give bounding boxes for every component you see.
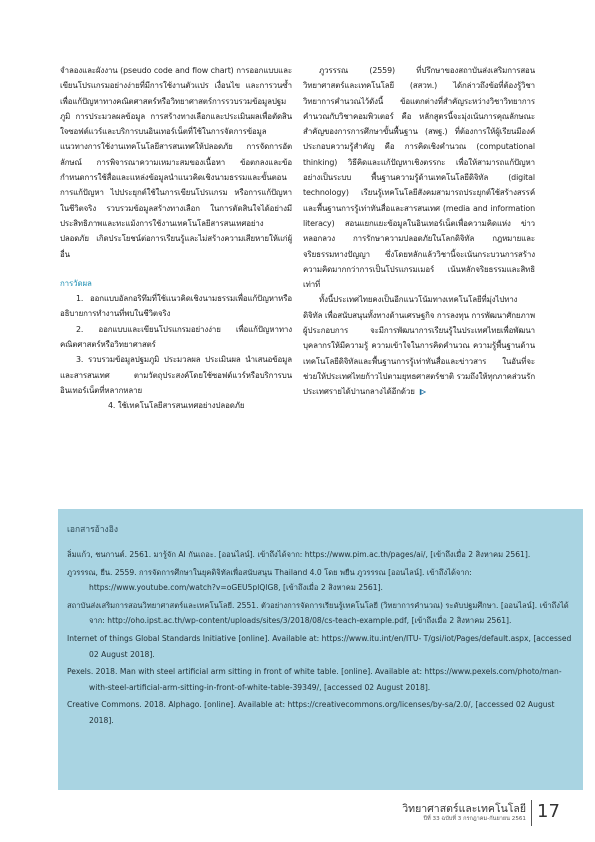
right-paragraph-2-text: ทั้งนี้ประเทศไทยคงเป็นอีกแนวโน้มทางเทคโนโลยีที่มุ่งไปทางดิจิทัล เพื่อสนับสนุนทั้งทางด้านเศรษฐกิจ การลงทุน การพัฒนาศักยภาพผู้ประกอบการ จะมีการพัฒนาการเรียนรู้ในประเทศไทยเพื่อพัฒนาบุคลากรให้มีความรู้ ความเข้าใจในการคิดคำนวณ ความรู้พื้นฐานด้านเทคโนโลยีดิจิทัลและพื้นฐานการรู้เท่าทันสื่อและข่าวสาร ในอันที่จะช่วยให้ประเทศไทยก้าวไปตามยุทธศาสตร์ชาติ รวมถึงให้ทุกภาคส่วนรักประเทศรายได้ปานกลางได้อีกด้วย [303, 295, 535, 397]
objective-item: 4. ใช้เทคโนโลยีสารสนเทศอย่างปลอดภัย [108, 401, 245, 411]
objective-item: 3. รวบรวมข้อมูลปฐมภูมิ ประมวลผล ประเมินผล นำเสนอข้อมูลและสารสนเทศ ตามวัตถุประสงค์โดยใช้ซอฟต์แวร์หรือบริการบนอินเทอร์เน็ตที่หลากหลาย [60, 355, 292, 395]
reference-item: Internet of things Global Standards Initiative [online]. Available at: https://www.itu.int/en/ITU- T/gsi/iot/Pages/default.aspx, [accessed 02 August 2018]. [67, 633, 572, 659]
reference-item: ภูวรรรณ, ยืน. 2559. การจัดการศึกษาในยุคดิจิทัลเพื่อสนับสนุน Thailand 4.0 โดย พยืน ภูวรรรณ [ออนไลน์]. เข้าถึงได้จาก: https://www.youtube.com/watch?v=oGEU5plQlG8, [เข้าถึงเมื่อ 2 สิงหาคม 2561]. [67, 567, 472, 593]
reference-item: Pexels. 2018. Man with steel artificial arm sitting in front of white table. [online]. Available at: https://www.pexels.com/photo/man-with-steel-artificial-arm-sitting-in-front-of-white-table-39349/, [accessed 02 August 2018]. [67, 667, 562, 692]
footer-issue-info: ปีที่ 33 ฉบับที่ 3 กรกฎาคม-กันยายน 2561 [423, 816, 526, 822]
left-paragraph: จำลองและผังงาน (pseudo code and flow chart) การออกแบบและเขียนโปรแกรมอย่างง่ายที่มีการใช้งานตัวแปร เงื่อนไข และการวนซ้ำ เพื่อแก้ปัญหาทางคณิตศาสตร์หรือวิทยาศาสตร์การรวบรวมข้อมูลปฐมภูมิ การประมวลผลข้อมูล การสร้างทางเลือกและประเมินผลเพื่อตัดสินใจซอฟต์แวร์และบริการบนอินเทอร์เน็ตที่ใช้ในการจัดการข้อมูล แนวทางการใช้งานเทคโนโลยีสารสนเทศให้ปลอดภัย การจัดการอัตลักษณ์ การพิจารณาความเหมาะสมของเนื้อหา ข้อตกลงและข้อกำหนดการใช้สื่อและแหล่งข้อมูลนำแนวคิดเชิงนามธรรมและขั้นตอนการแก้ปัญหา ไปประยุกต์ใช้ในการเขียนโปรแกรม หรือการแก้ปัญหาในชีวิตจริง รวบรวมข้อมูลสร้างทางเลือก ในการตัดสินใจได้อย่างมีประสิทธิภาพและทะแม้งการใช้งานเทคโนโลยีสารสนเทศอย่างปลอดภัย เกิดประโยชน์ต่อการเรียนรู้และไม่สร้างความเสียหายให้แก่ผู้อื่น [60, 66, 292, 259]
footer-divider [531, 800, 532, 826]
right-column [303, 63, 535, 400]
reference-item: สถาบันส่งเสริมการสอนวิทยาศาสตร์และเทคโนโลยี. 2551. ตัวอย่างการจัดการเรียนรู้เทคโนโลยี (วิทยาการคำนวณ) ระดับปฐมศึกษา. [ออนไลน์]. เข้าถึงได้จาก: http://oho.ipst.ac.th/wp-content/uploads/sites/3/2018/08/cs-teach-example.pdf, [เข้าถึงเมื่อ 2 สิงหาคม 2561]. [67, 600, 569, 626]
references-box [58, 509, 583, 790]
references-list [67, 547, 572, 731]
reference-item: Creative Commons. 2018. Alphago. [online]. Available at: https://creativecommons.org/licenses/by-sa/2.0/, [accessed 02 August 2018]. [67, 700, 555, 725]
footer-journal-title: วิทยาศาสตร์และเทคโนโลยี [402, 803, 526, 815]
triangle-end-mark-icon [419, 388, 427, 396]
references-title: เอกสารอ้างอิง [67, 525, 118, 535]
objective-item: 1. ออกแบบอัลกอริทึมที่ใช้แนวคิดเชิงนามธรรมเพื่อแก้ปัญหาหรืออธิบายการทำงานที่พบในชีวิตจริง [60, 294, 292, 319]
reference-item: ลิ่มแก้ว, ชนกานต์. 2561. มารู้จัก AI กันเถอะ. [ออนไลน์]. เข้าถึงได้จาก: https://www.pim.ac.th/pages/ai/, [เข้าถึงเมื่อ 2 สิงหาคม 2561]. [67, 550, 531, 559]
page-number: 17 [537, 801, 560, 822]
left-column [60, 63, 292, 414]
section-heading: การวัดผล [60, 278, 92, 288]
objective-item: 2. ออกแบบและเขียนโปรแกรมอย่างง่าย เพื่อแก้ปัญหาทางคณิตศาสตร์หรือวิทยาศาสตร์ [60, 324, 292, 350]
right-paragraph-2 [303, 292, 535, 399]
right-paragraph-1: ภูวรรรณ (2559) ที่ปรึกษาของสถาบันส่งเสริมการสอนวิทยาศาสตร์และเทคโนโลยี (สสวท.) ได้กล่าวถึงข้อที่ต้องรู้วิชาวิทยาการคำนวณไว้ดังนี้ ข้อแตกต่างที่สำคัญระหว่างวิชาวิทยาการคำนวณกับวิชาคอมพิวเตอร์ คือ หลักสูตรนี้จะมุ่งเน้นการคุณลักษณะสำคัญของการการศึกษาขั้นพื้นฐาน (สพฐ.) ที่ต้องการให้ผู้เรียนมีองค์ประกอบความรู้สำคัญ คือ การคิดเชิงคำนวณ (computational thinking) วิธีคิดและแก้ปัญหาเชิงตรรกะ เพื่อให้สามารถแก้ปัญหาอย่างเป็นระบบ พื้นฐานความรู้ด้านเทคโนโลยีดิจิทัล (digital technology) เรียนรู้เทคโนโลยีสังคมสามารถประยุกต์ใช้สร้างสรรค์ และพื้นฐานการรู้เท่าทันสื่อและสารสนเทศ (media and information literacy) สอนแยกแยะข้อมูลในอินเทอร์เน็ตเพื่อความคิดแห่ง ข่าวหลอกลวง การรักษาความปลอดภัยในโลกดิจิทัล กฎหมายและจริยธรรมทางปัญญา ซึ่งโดยหลักแล้ววิชานี้จะเน้นกระบวนการสร้างความคิดมากกว่าการเป็นโปรแกรมเมอร์ เน้นหลักจริยธรรมและสิทธิเท่าที่ [303, 66, 535, 290]
